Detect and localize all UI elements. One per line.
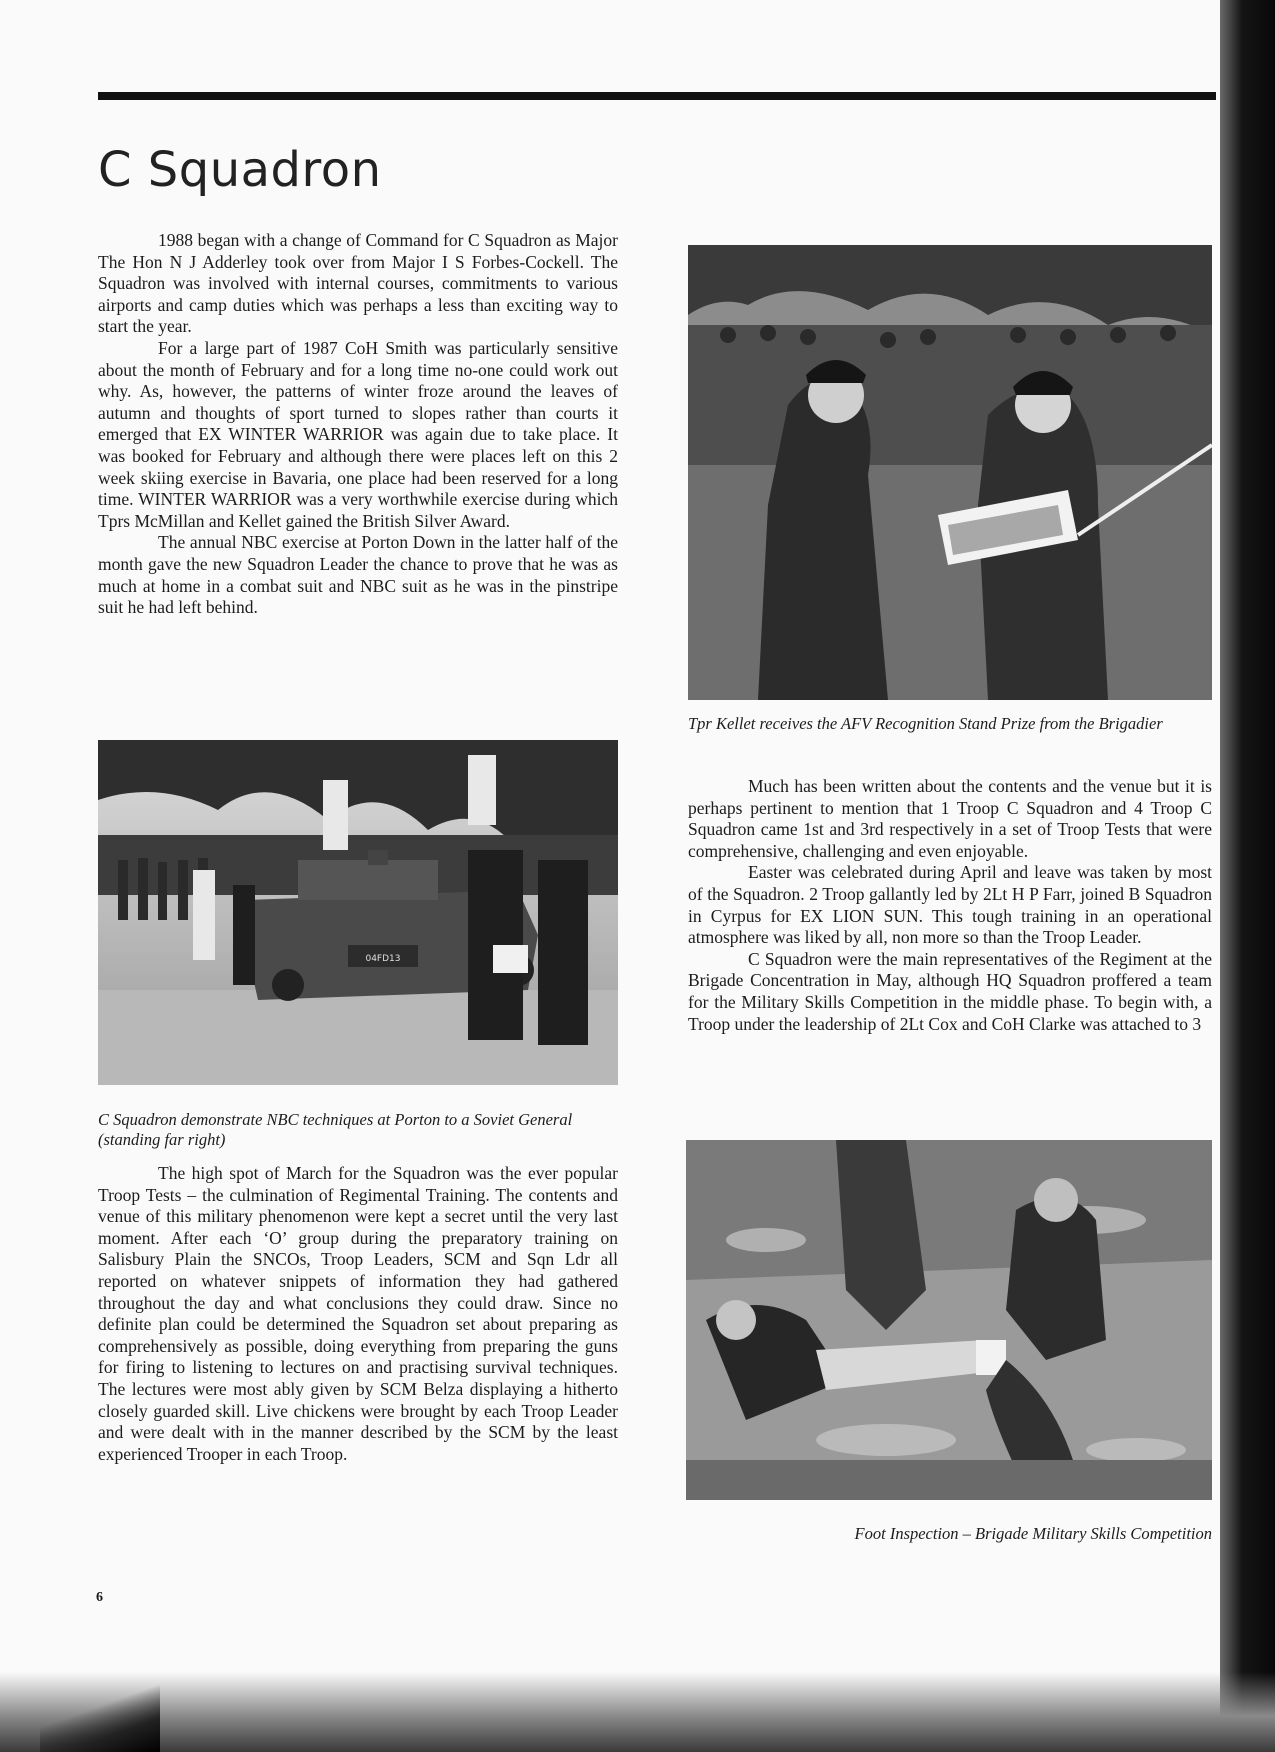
prize-presentation-image xyxy=(688,245,1212,700)
caption-prize: Tpr Kellet receives the AFV Recognition Stand Prize from the Brigadier xyxy=(688,714,1163,733)
photo-nbc-demo xyxy=(98,740,618,1085)
header-rule xyxy=(98,92,1216,100)
photo-foot-inspection xyxy=(686,1140,1212,1500)
paragraph: The annual NBC exercise at Porton Down in the latter half of the month gave the new Squadron Leader the chance to prove that he was as much at home in a combat suit and NBC suit as he was in the pinstripe suit he had left behind. xyxy=(98,532,618,618)
page-edge-shadow xyxy=(1220,0,1275,1752)
left-column-intro xyxy=(98,230,618,619)
page-title: C Squadron xyxy=(98,142,382,198)
caption-nbc-demo: C Squadron demonstrate NBC techniques at Porton to a Soviet General (standing far right) xyxy=(98,1110,573,1149)
paragraph: Easter was celebrated during April and leave was taken by most of the Squadron. 2 Troop gallantly led by 2Lt H P Farr, joined B Squadron in Cyrpus for EX LION SUN. This tough training in an operational atmosphere was liked by all, non more so than the Troop Leader. xyxy=(688,862,1212,948)
paragraph: 1988 began with a change of Command for C Squadron as Major The Hon N J Adderley took over from Major I S Forbes-Cockell. The Squadron was involved with internal courses, commitments to various airports and camp duties which was perhaps a less than exciting way to start the year. xyxy=(98,230,618,337)
nbc-demo-image xyxy=(98,740,618,1085)
vehicle-plate: 04FD13 xyxy=(365,954,401,964)
foot-inspection-image xyxy=(686,1140,1212,1500)
paragraph: The high spot of March for the Squadron was the ever popular Troop Tests – the culmination of Regimental Training. The contents and venue of this military phenomenon were kept a secret until the very last moment. After each ‘O’ group during the preparatory training on Salisbury Plain the SNCOs, Troop Leaders, SCM and Sqn Ldr all reported on whatever snippets of information they had gathered throughout the day and what conclusions they could draw. Since no definite plan could be determined the Squadron set about preparing as comprehensively as possible, doing everything from preparing the guns for firing to listening to lectures on and practising survival techniques. The lectures were most ably given by SCM Belza displaying a hitherto closely guarded skill. Live chickens were brought by each Troop Leader and were dealt with in the manner described by the SCM by the least experienced Trooper in each Troop. xyxy=(98,1163,618,1464)
page-corner-fold xyxy=(40,1682,160,1752)
page-number: 6 xyxy=(96,1590,103,1605)
paragraph: C Squadron were the main representatives of the Regiment at the Brigade Concentration in May, although HQ Squadron proffered a team for the Military Skills Competition in the middle phase. To begin with, a Troop under the leadership of 2Lt Cox and CoH Clarke was attached to 3 xyxy=(688,948,1212,1034)
photo-prize-presentation xyxy=(688,245,1212,700)
left-column-troop-tests xyxy=(98,1163,618,1465)
page-bottom-shadow xyxy=(0,1672,1275,1752)
caption-foot-inspection: Foot Inspection – Brigade Military Skills Competition xyxy=(854,1524,1212,1543)
paragraph: For a large part of 1987 CoH Smith was particularly sensitive about the month of February and for a long time no-one could work out why. As, however, the patterns of winter froze around the leaves of autumn and thoughts of sport turned to slopes rather than courts it emerged that EX WINTER WARRIOR was again due to take place. It was booked for February and although there were places left on this 2 week skiing exercise in Bavaria, one place had been reserved for a long time. WINTER WARRIOR was a very worthwhile exercise during which Tprs McMillan and Kellet gained the British Silver Award. xyxy=(98,337,618,531)
right-column-text xyxy=(688,776,1212,1035)
paragraph: Much has been written about the contents and the venue but it is perhaps pertinent to mention that 1 Troop C Squadron and 4 Troop C Squadron came 1st and 3rd respectively in a set of Troop Tests that were comprehensive, challenging and even enjoyable. xyxy=(688,776,1212,861)
